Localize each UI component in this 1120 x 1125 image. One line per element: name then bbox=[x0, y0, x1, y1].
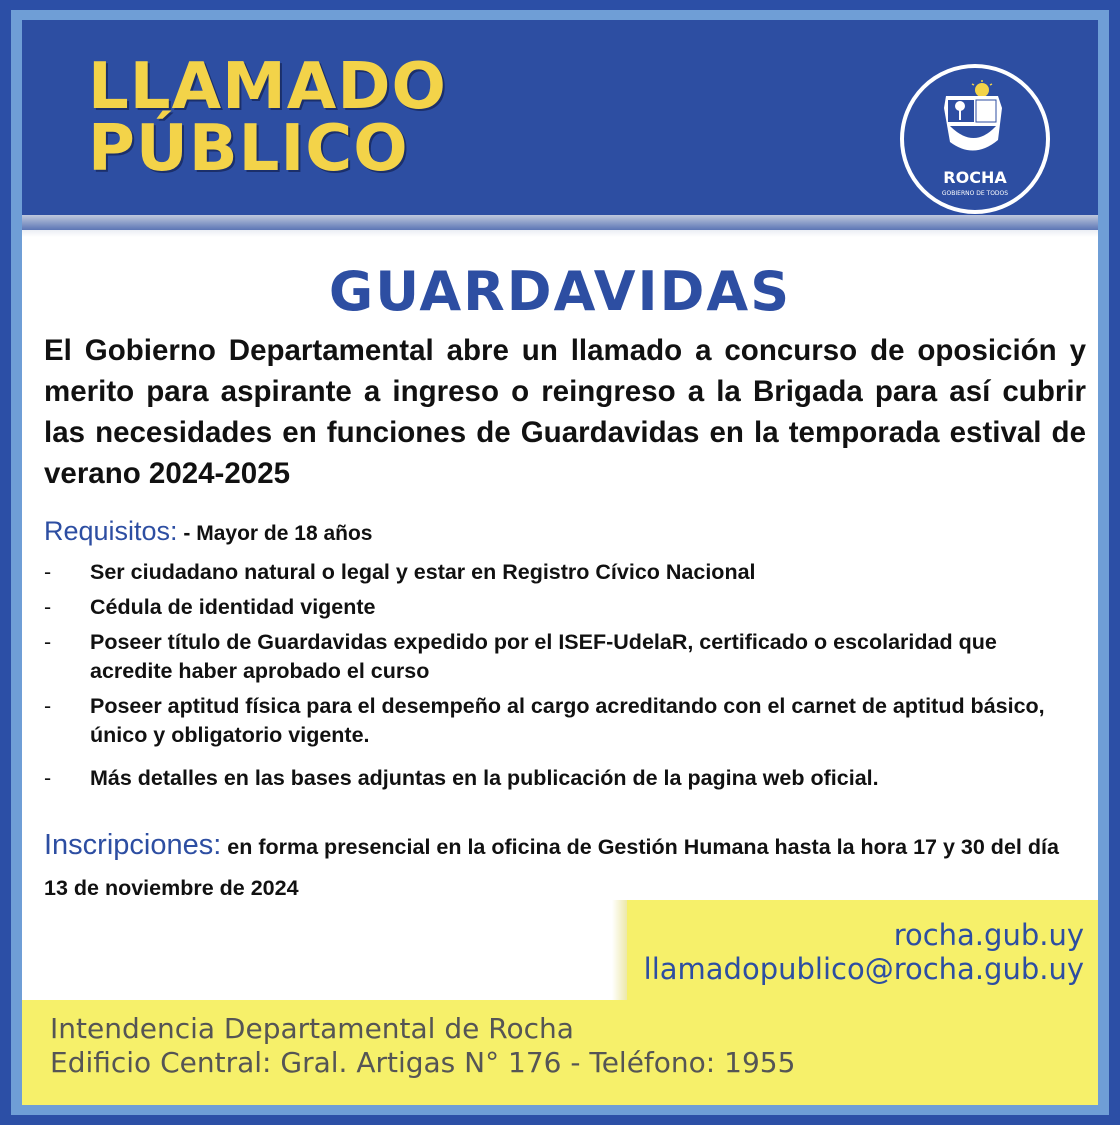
logo-tagline: GOBIERNO DE TODOS bbox=[941, 190, 1009, 197]
poster bbox=[22, 20, 1098, 1105]
website-link[interactable]: rocha.gub.uy bbox=[893, 918, 1084, 952]
header-banner bbox=[22, 20, 1098, 230]
inscripciones-heading: Inscripciones: bbox=[44, 829, 222, 861]
footer-address bbox=[50, 1012, 795, 1080]
inscripciones-block bbox=[44, 826, 1084, 910]
requisitos-header bbox=[44, 516, 372, 547]
list-item: - Poseer título de Guardavidas expedido por el ISEF-UdelaR, certificado o escolaridad que acredite haber aprobado el curso bbox=[44, 628, 1084, 686]
logo-name: ROCHA bbox=[943, 168, 1007, 187]
contact-info bbox=[644, 918, 1084, 986]
header-title-line2: PÚBLICO bbox=[88, 112, 409, 186]
requisitos-list bbox=[44, 558, 1084, 799]
footer-line2: Edificio Central: Gral. Artigas N° 176 - Teléfono: 1955 bbox=[50, 1046, 796, 1079]
requisito-age: - Mayor de 18 años bbox=[177, 522, 373, 545]
list-item: - Ser ciudadano natural o legal y estar en Registro Cívico Nacional bbox=[44, 558, 1084, 587]
footer-line1: Intendencia Departamental de Rocha bbox=[50, 1012, 574, 1045]
intro-paragraph: El Gobierno Departamental abre un llamado a concurso de oposición y merito para aspirante a ingreso o reingreso a la Brigada para así cubrir las necesidades en funciones de Guardavidas en la temporada estival de verano 2024-2025 bbox=[44, 334, 1086, 490]
list-item: - Cédula de identidad vigente bbox=[44, 593, 1084, 622]
header-shadow bbox=[22, 215, 1098, 237]
page-title: GUARDAVIDAS bbox=[328, 260, 792, 323]
requisitos-heading: Requisitos: bbox=[44, 516, 178, 546]
list-item: - Poseer aptitud física para el desempeño al cargo acreditando con el carnet de aptitud básico, único y obligatorio vigente. bbox=[44, 692, 1084, 750]
rocha-logo bbox=[900, 64, 1050, 214]
header-title bbox=[88, 50, 447, 186]
email-link[interactable]: llamadopublico@rocha.gub.uy bbox=[643, 952, 1084, 986]
list-item: - Más detalles en las bases adjuntas en la publicación de la pagina web oficial. bbox=[44, 764, 1084, 793]
inscripciones-text: en forma presencial en la oficina de Gestión Humana hasta la hora 17 y 30 del día 13 de noviembre de 2024 bbox=[44, 835, 1059, 900]
coat-of-arms-icon bbox=[938, 80, 1012, 166]
header-title-line1: LLAMADO bbox=[88, 50, 447, 124]
